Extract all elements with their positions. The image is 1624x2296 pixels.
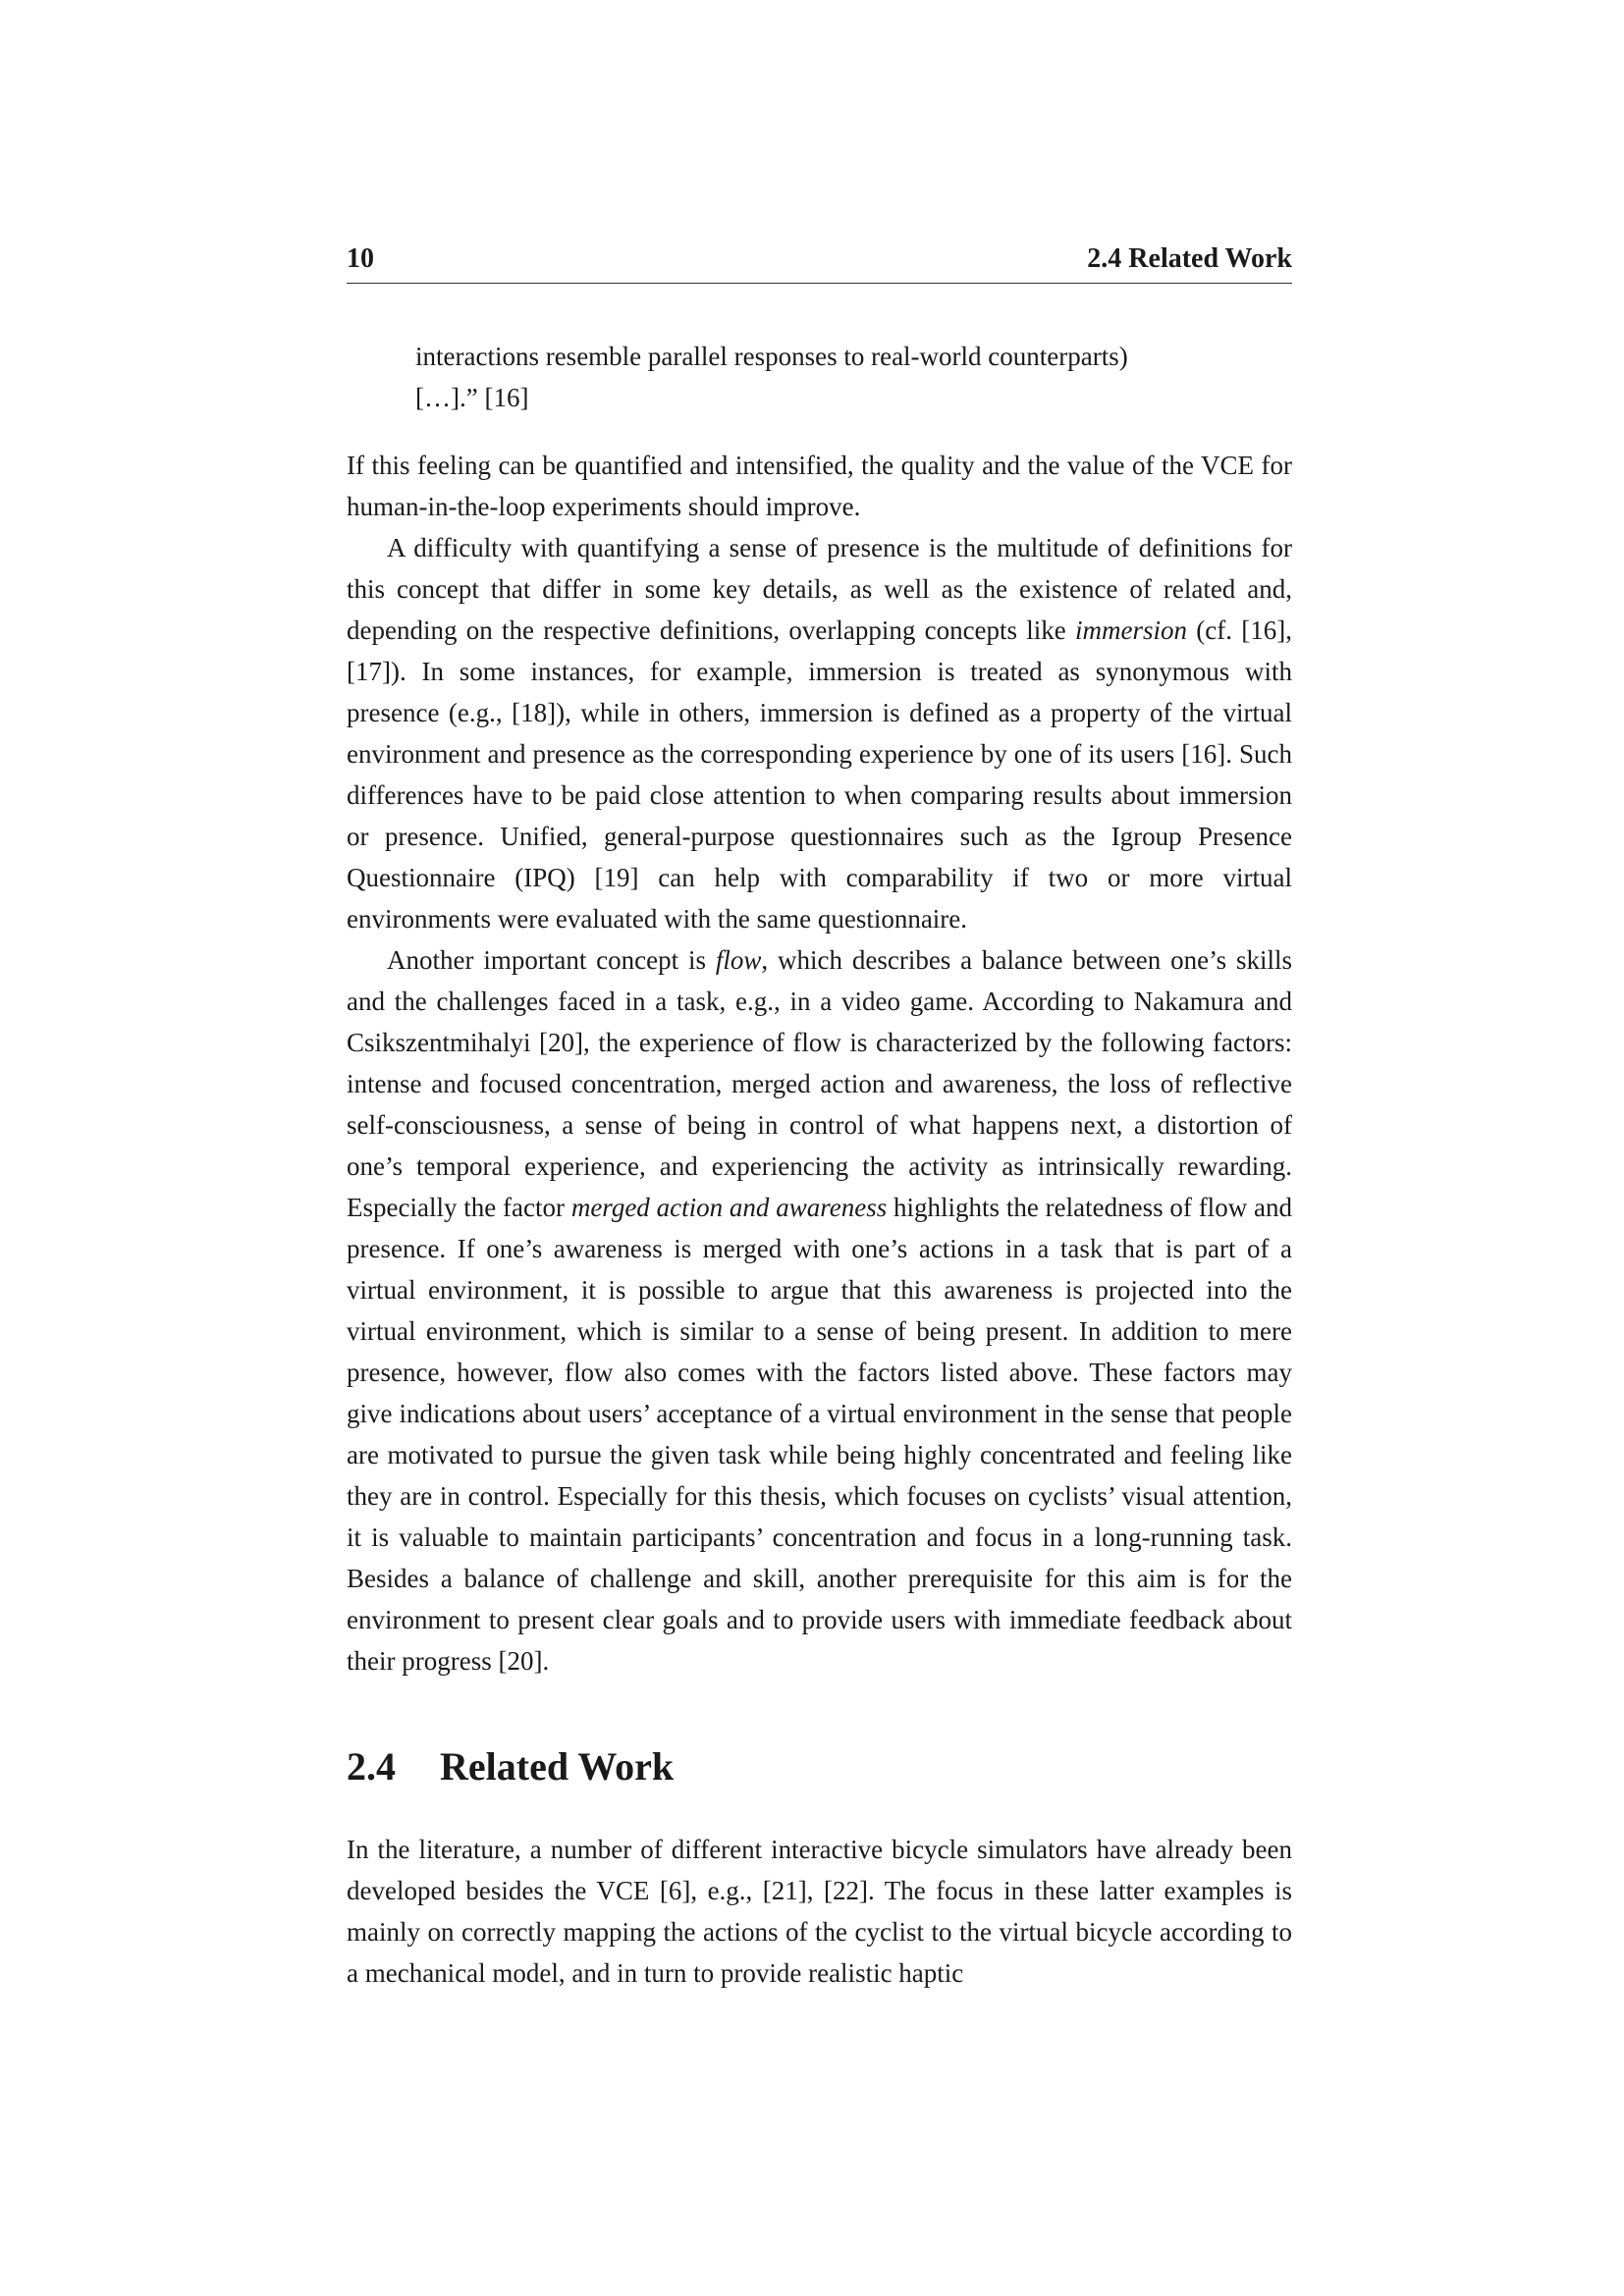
body-text-section-2-4: [347, 1829, 1292, 1994]
quote-line-2: […].” [16]: [415, 383, 529, 412]
paragraph-3: [347, 939, 1292, 1682]
section-paragraph-1: In the literature, a number of different interactive bicycle simulators have already been developed besides the VCE [6], e.g., [21], [22]. The focus in these latter examples is mainly on correctly mapping the actions of the cyclist to the virtual bicycle according to a mechanical model, and in turn to provide realistic haptic: [347, 1835, 1292, 1988]
block-quote-continuation: [415, 336, 1292, 418]
paragraph-3-text-a: Another important concept is: [387, 945, 716, 975]
paragraph-3-emphasis-merged: merged action and awareness: [570, 1193, 888, 1222]
section-number: 2.4: [347, 1744, 396, 1789]
section-title: Related Work: [440, 1744, 675, 1789]
paragraph-3-text-c: highlights the relatedness of flow and presence. If one’s awareness is merged with one’s actions in a task that is part of a virtual environment, it is possible to argue that this awareness is projected into the virtual environment, which is similar to a sense of being present. In addition to mere presence, however, flow also comes with the factors listed above. These factors may give indications about users’ acceptance of a virtual environment in the sense that people are motivated to pursue the given task while being highly concentrated and feeling like they are in control. Especially for this thesis, which focuses on cyclists’ visual attention, it is valuable to maintain participants’ concentration and focus in a long-running task. Besides a balance of challenge and skill, another prerequisite for this aim is for the environment to present clear goals and to provide users with immediate feedback about their progress [20].: [347, 1193, 1292, 1676]
section-heading: [347, 1743, 674, 1790]
paragraph-3-text-b: , which describes a balance between one’s skills and the challenges faced in a task, e.g., in a video game. According to Nakamura and Csikszentmihalyi [20], the experience of flow is characterized by the following factors: intense and focused concentration, merged action and awareness, the loss of reflective self-consciousness, a sense of being in control of what happens next, a distortion of one’s temporal experience, and experiencing the activity as intrinsically rewarding. Especially the factor: [347, 945, 1293, 1222]
paragraph-2: [347, 527, 1292, 939]
body-text-section-2-3: [347, 445, 1292, 1682]
running-header: [347, 243, 1292, 284]
paragraph-3-emphasis-flow: flow: [715, 945, 762, 975]
quote-line-1: interactions resemble parallel responses to real-world counterparts): [415, 342, 1128, 371]
paragraph-2-text-b: (cf. [16], [17]). In some instances, for example, immersion is treated as synonymous with presence (e.g., [18]), while in others, immersion is defined as a property of the virtual environment and presence as the corresponding experience by one of its users [16]. Such differences have to be paid close attention to when comparing results about immersion or presence. Unified, general-purpose questionnaires such as the Igroup Presence Questionnaire (IPQ) [19] can help with comparability if two or more virtual environments were evaluated with the same questionnaire.: [347, 615, 1292, 934]
paragraph-1: If this feeling can be quantified and intensified, the quality and the value of the VCE for human-in-the-loop experiments should improve.: [347, 451, 1292, 521]
paragraph-2-emphasis: immersion: [1075, 615, 1188, 645]
page-number: 10: [347, 243, 374, 274]
paragraph-2-text-a: A difficulty with quantifying a sense of presence is the multitude of definitions for this concept that differ in some key details, as well as the existence of related and, depending on the respective definitions, overlapping concepts like: [347, 533, 1292, 645]
running-section-title: 2.4 Related Work: [1087, 243, 1292, 274]
